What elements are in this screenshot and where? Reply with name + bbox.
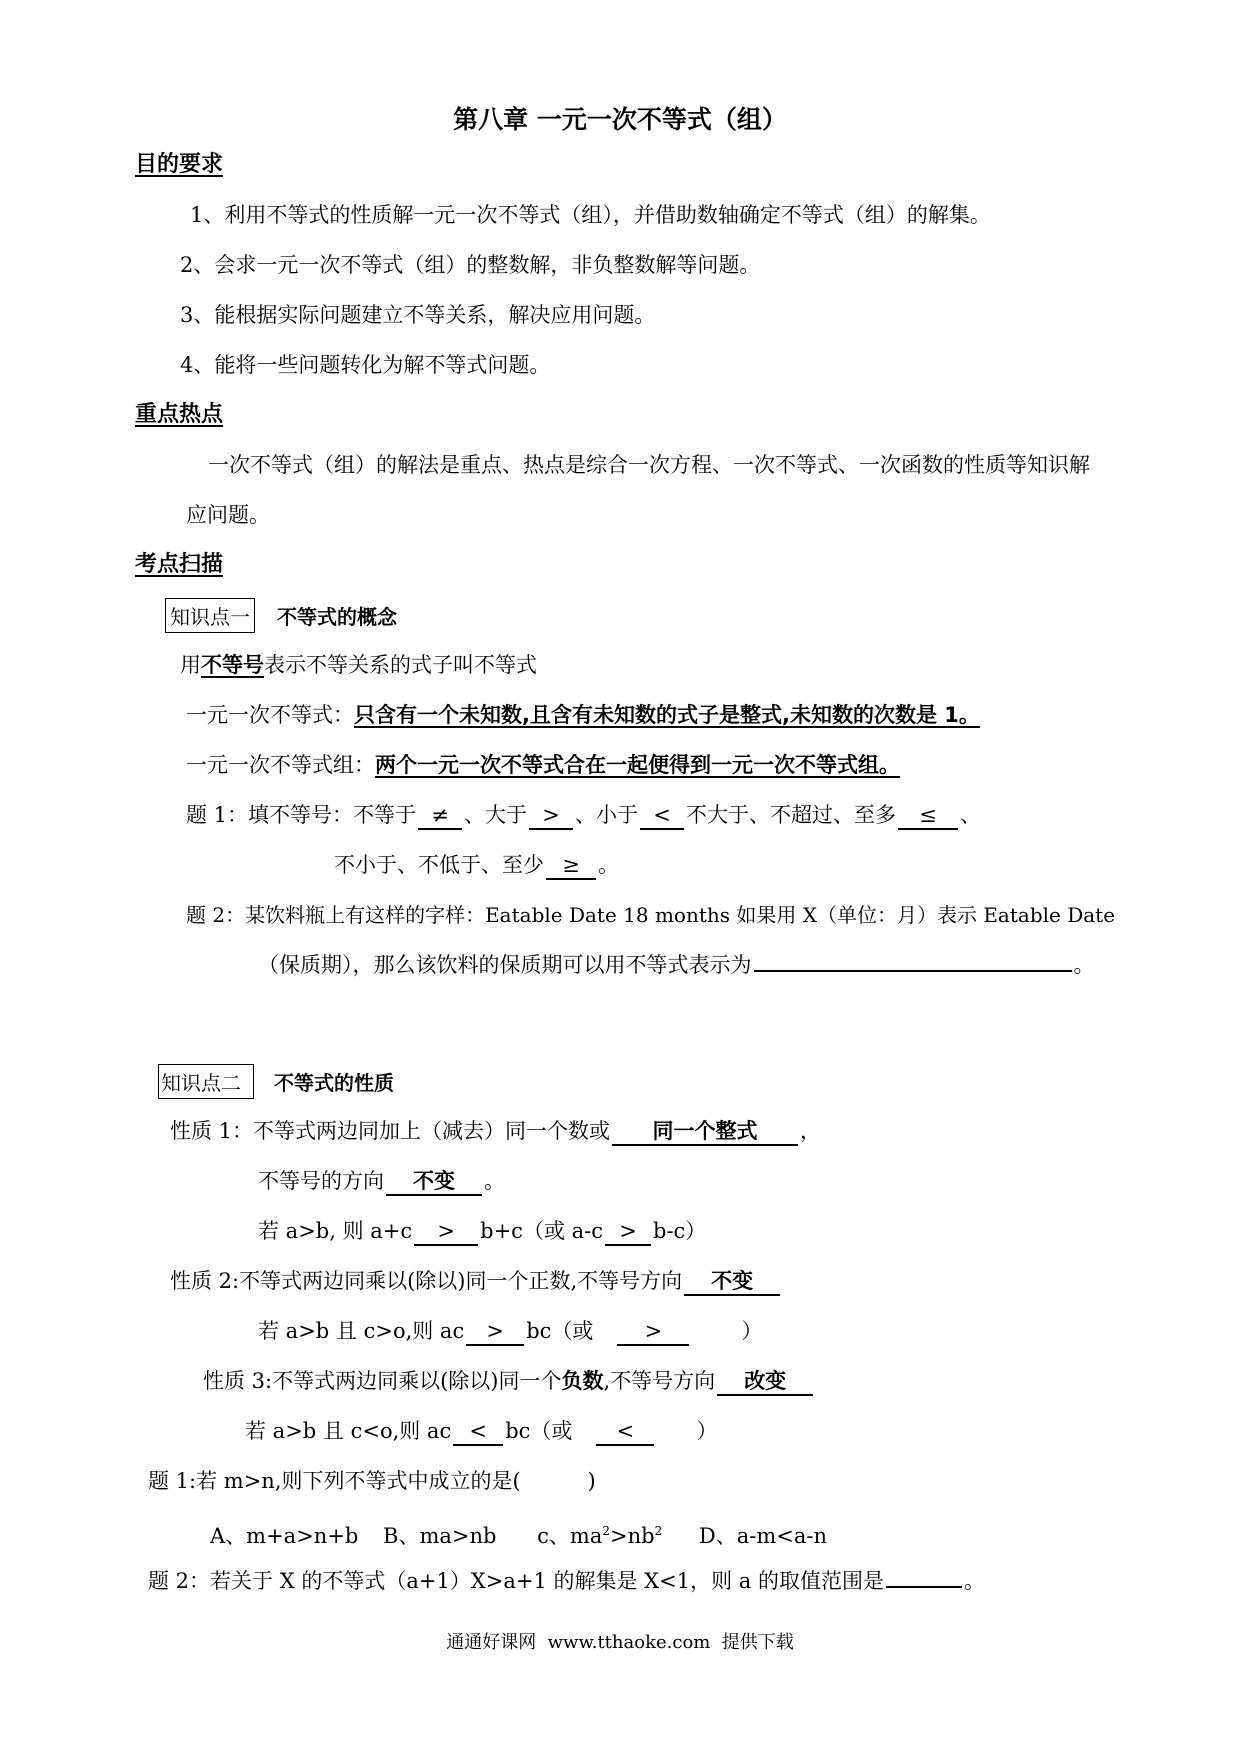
kp2-title: 不等式的性质 — [274, 1071, 394, 1095]
p3-ex-c: bc（或 — [505, 1419, 573, 1443]
property-2-answer: 不变 — [684, 1268, 780, 1296]
footer-credit: 通通好课网 www.tthaoke.com 提供下载 — [446, 1632, 794, 1653]
kp2-question-2 — [148, 1566, 985, 1596]
property-1-text: 性质 1：不等式两边同加上（减去）同一个数或 — [170, 1119, 611, 1143]
property-3-example — [245, 1416, 717, 1446]
p2-ex-a: 若 a>b 且 c>o,则 ac — [258, 1319, 465, 1343]
kp1-sys-def: 两个一元一次不等式合在一起便得到一元一次不等式组。 — [375, 753, 900, 777]
p2-ex-c: bc（或 — [526, 1319, 594, 1343]
property-1 — [170, 1116, 821, 1146]
kp2-question-1: 题 1:若 m>n,则下列不等式中成立的是( ) — [148, 1469, 596, 1493]
q1-option-c-b: >nb — [610, 1524, 655, 1548]
property-3-text-b: 负数 — [561, 1369, 604, 1393]
section-heading-focus: 重点热点 — [135, 402, 224, 427]
p1-ex-c: b+c（或 a-c — [480, 1219, 603, 1243]
goal-item-4: 4、能将一些问题转化为解不等式问题。 — [180, 353, 551, 377]
property-1-end: ， — [800, 1119, 822, 1143]
p3-ex-e: ） — [696, 1419, 718, 1443]
p3-ex-blank-2: < — [596, 1418, 654, 1446]
kp1-question-1-line2 — [334, 850, 619, 880]
q1-option-c-sup1: 2 — [602, 1524, 611, 1538]
kp1-question-2-line1: 题 2：某饮料瓶上有这样的字样：Eatable Date 18 months 如果用 X（单位：月）表示 Eatable Date — [186, 903, 1116, 927]
q2-text: （保质期），那么该饮料的保质期可以用不等式表示为 — [258, 953, 752, 977]
q1-option-c — [537, 1524, 662, 1548]
knowledge-point-1 — [165, 598, 397, 633]
q1-part3: 、小于 — [575, 803, 639, 827]
p1-ex-e: b-c） — [653, 1219, 707, 1243]
kp2-q2-end: 。 — [963, 1569, 985, 1593]
property-2-example — [258, 1316, 762, 1346]
focus-text-line1: 一次不等式（组）的解法是重点、热点是综合一次方程、一次不等式、一次函数的性质等知识解 — [208, 453, 1090, 477]
q1-option-b: B、ma>nb — [383, 1524, 497, 1548]
property-1-answer-2: 不变 — [386, 1168, 482, 1196]
p2-ex-blank-2: > — [617, 1318, 689, 1346]
q1-part4: 不大于、不超过、至多 — [686, 803, 897, 827]
q1-answer-lt: < — [640, 802, 684, 830]
property-3 — [203, 1366, 815, 1396]
kp1-question-2-line2 — [258, 950, 1095, 980]
property-1-answer: 同一个整式 — [612, 1118, 798, 1146]
kp1-def-post: 表示不等关系的式子叫不等式 — [264, 653, 537, 677]
property-2 — [170, 1266, 782, 1296]
property-3-answer: 改变 — [717, 1368, 813, 1396]
q2-end: 。 — [1073, 953, 1095, 977]
section-heading-scan: 考点扫描 — [135, 552, 224, 577]
q1-part6: 不小于、不低于、至少 — [334, 853, 544, 877]
property-3-text-c: ,不等号方向 — [603, 1369, 716, 1393]
q1-part7: 。 — [598, 853, 619, 877]
property-1-line2 — [258, 1166, 505, 1196]
p1-ex-a: 若 a>b, 则 a+c — [258, 1219, 413, 1243]
q1-option-c-sup2: 2 — [654, 1524, 663, 1538]
kp1-ineq-def: 只含有一个未知数,且含有未知数的式子是整式,未知数的次数是 1。 — [354, 703, 980, 727]
p2-ex-blank-1: > — [466, 1318, 524, 1346]
kp2-q2-text: 题 2：若关于 X 的不等式（a+1）X>a+1 的解集是 X<1，则 a 的取值范围是 — [148, 1569, 884, 1593]
property-1-example — [258, 1216, 706, 1246]
focus-text-line2: 应问题。 — [186, 503, 270, 527]
p1-ex-blank-2: > — [605, 1218, 651, 1246]
q1-answer-neq: ≠ — [418, 802, 462, 830]
kp1-ineq-label: 一元一次不等式： — [186, 703, 354, 727]
property-2-text: 性质 2:不等式两边同乘以(除以)同一个正数,不等号方向 — [170, 1269, 683, 1293]
q1-answer-le: ≤ — [898, 802, 958, 830]
q1-option-d: D、a-m<a-n — [698, 1524, 828, 1548]
goal-item-2: 2、会求一元一次不等式（组）的整数解，非负整数解等问题。 — [180, 253, 761, 277]
section-heading-goals: 目的要求 — [135, 152, 224, 177]
q1-part1: 题 1：填不等号：不等于 — [186, 803, 417, 827]
kp1-box-label: 知识点一 — [165, 598, 255, 633]
kp1-definition — [180, 650, 537, 680]
p2-ex-e: ） — [741, 1319, 763, 1343]
page-title: 第八章 一元一次不等式（组） — [453, 105, 787, 134]
q2-answer-blank — [754, 970, 1072, 972]
kp2-q2-answer-blank — [886, 1586, 962, 1588]
q1-option-c-a: c、ma — [537, 1524, 603, 1548]
q1-part5: 、 — [960, 803, 982, 827]
kp1-def-pre: 用 — [180, 653, 201, 677]
kp1-system-definition — [186, 750, 900, 780]
goal-item-1: 1、利用不等式的性质解一元一次不等式（组），并借助数轴确定不等式（组）的解集。 — [190, 203, 991, 227]
q1-option-a: A、m+a>n+b — [210, 1524, 359, 1548]
knowledge-point-2 — [158, 1064, 394, 1099]
q1-answer-gt: > — [529, 802, 573, 830]
kp1-def-key: 不等号 — [201, 653, 264, 677]
goal-item-3: 3、能根据实际问题建立不等关系，解决应用问题。 — [180, 303, 656, 327]
kp1-ineq-definition — [186, 700, 980, 730]
property-1-direction-text: 不等号的方向 — [258, 1169, 384, 1193]
kp1-title: 不等式的概念 — [277, 605, 397, 629]
q1-answer-ge: ≥ — [546, 852, 596, 880]
property-3-text-a: 性质 3:不等式两边同乘以(除以)同一个 — [203, 1369, 562, 1393]
p1-ex-blank-1: > — [414, 1218, 478, 1246]
kp1-sys-label: 一元一次不等式组： — [186, 753, 375, 777]
property-1-end-2: 。 — [484, 1169, 505, 1193]
kp1-question-1-line1 — [186, 800, 981, 830]
p3-ex-blank-1: < — [453, 1418, 503, 1446]
q1-part2: 、大于 — [464, 803, 528, 827]
kp2-question-1-options — [210, 1516, 827, 1551]
kp2-box-label: 知识点二 — [158, 1064, 254, 1099]
p3-ex-a: 若 a>b 且 c<o,则 ac — [245, 1419, 452, 1443]
